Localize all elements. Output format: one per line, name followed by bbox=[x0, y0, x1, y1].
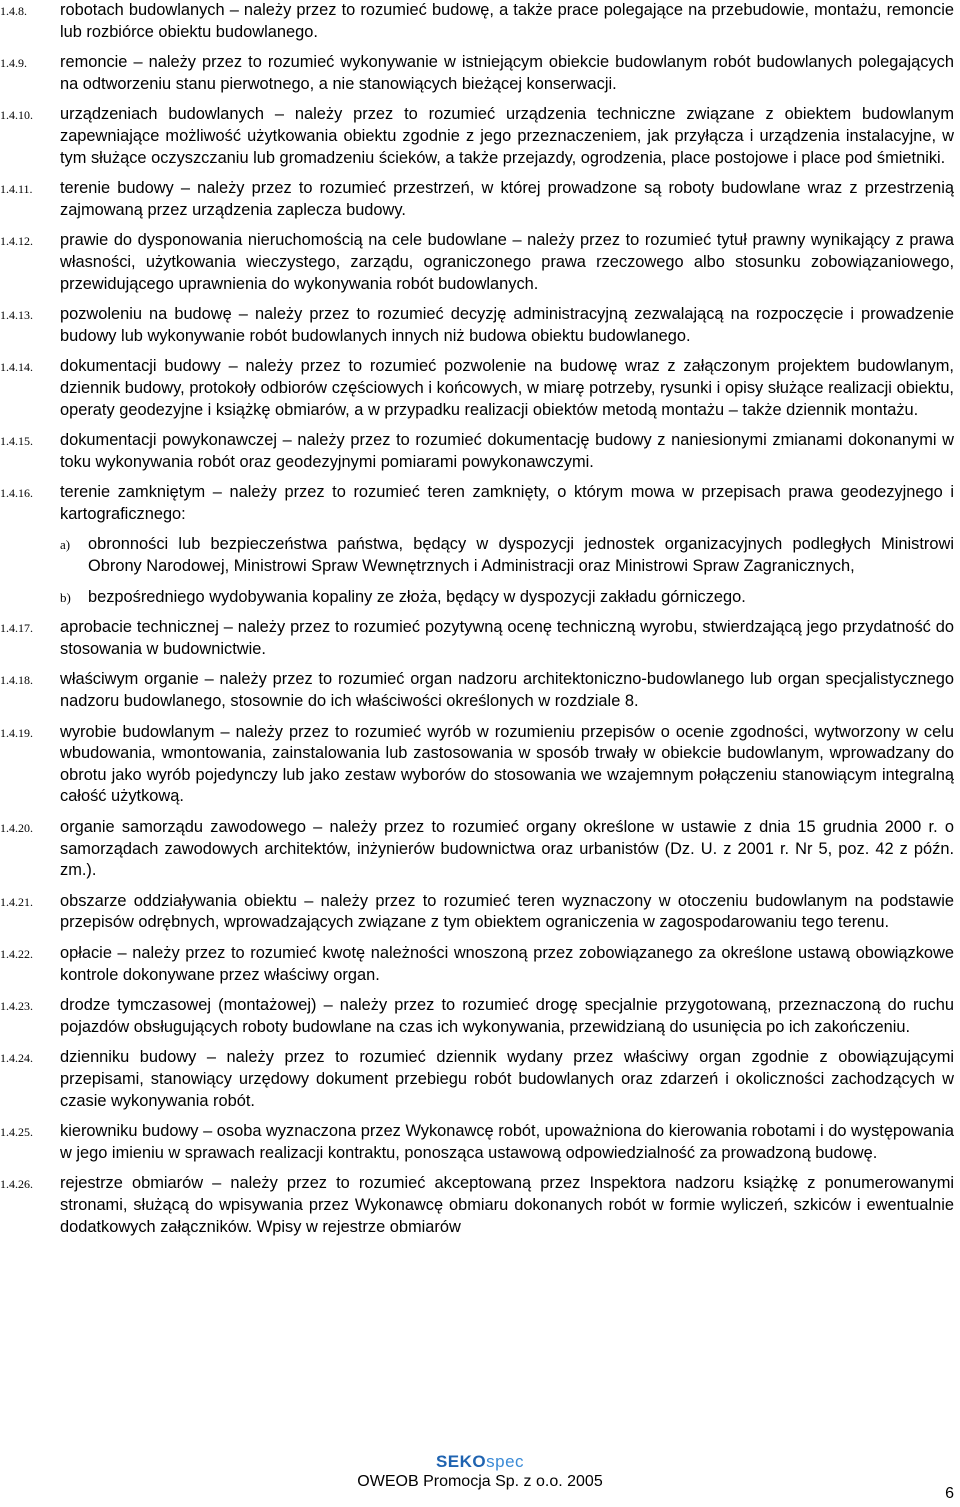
sublist-label: b) bbox=[60, 589, 71, 605]
definition-number: 1.4.20. bbox=[0, 821, 33, 835]
definition-number: 1.4.25. bbox=[0, 1125, 33, 1140]
definition-item bbox=[0, 430, 960, 473]
definition-number: 1.4.18. bbox=[0, 673, 33, 688]
footer-text: OWEOB Promocja Sp. z o.o. 2005 bbox=[357, 1473, 603, 1490]
definition-item bbox=[0, 1047, 960, 1112]
sublist-item bbox=[60, 587, 954, 609]
definition-number: 1.4.17. bbox=[0, 621, 33, 636]
definition-item bbox=[0, 0, 960, 43]
definition-text: organie samorządu zawodowego – należy przez to rozumieć organy określone w ustawie z dnia 15 grudnia 2000 r. o samorządach zawodowych architektów, inżynierów budownictwa oraz urbanistów (Dz. U. z 2001 r. Nr 5, poz. 42 z późn. zm.). bbox=[60, 818, 954, 880]
definition-number: 1.4.22. bbox=[0, 946, 33, 961]
definition-item bbox=[0, 52, 960, 95]
definition-text: terenie zamkniętym – należy przez to rozumieć teren zamknięty, o którym mowa w przepisach prawa geodezyjnego i kartograficznego: bbox=[60, 483, 954, 523]
definition-number: 1.4.10. bbox=[0, 108, 33, 123]
definition-text: obszarze oddziaływania obiektu – należy przez to rozumieć teren wyznaczony w otoczeniu budowlanym na podstawie przepisów odrębnych, wprowadzających związane z tym obiektem ograniczenia w zagospodarowaniu tego terenu. bbox=[60, 891, 954, 932]
definition-item bbox=[0, 482, 960, 608]
definition-text: drodze tymczasowej (montażowej) – należy przez to rozumieć drogę specjalnie przygotowaną, przeznaczoną do ruchu pojazdów obsługujących roboty budowlane na czas ich wykonywania, przewidzianą do usunięcia po ich zakończeniu. bbox=[60, 996, 954, 1036]
definition-number: 1.4.19. bbox=[0, 725, 33, 740]
page-number: 6 bbox=[945, 1485, 954, 1502]
definition-number: 1.4.21. bbox=[0, 894, 33, 909]
definition-text: pozwoleniu na budowę – należy przez to rozumieć decyzję administracyjną zezwalającą na rozpoczęcie i prowadzenie budowy lub wykonywanie robót budowlanych innych niż budowa obiektu budowlanego. bbox=[60, 305, 954, 345]
definition-item bbox=[0, 617, 960, 660]
definition-item bbox=[0, 722, 960, 808]
sekospec-logo bbox=[0, 1452, 960, 1472]
definition-number: 1.4.23. bbox=[0, 999, 33, 1014]
definition-item bbox=[0, 104, 960, 169]
definition-number: 1.4.16. bbox=[0, 486, 33, 501]
definition-text: prawie do dysponowania nieruchomością na cele budowlane – należy przez to rozumieć tytuł prawny wynikający z prawa własności, użytkowania wieczystego, zarządu, ograniczonego prawa rzeczowego albo stosunku zobowiązaniowego, przewidującego uprawnienia do wykonywania robót budowlanych. bbox=[60, 231, 954, 293]
definition-number: 1.4.8. bbox=[0, 4, 27, 18]
definition-number: 1.4.15. bbox=[0, 434, 33, 449]
definition-text: remoncie – należy przez to rozumieć wykonywanie w istniejącym obiekcie budowlanym robót budowlanych polegających na odtworzeniu stanu pierwotnego, a nie stanowiących bieżącej konserwacji. bbox=[60, 53, 954, 93]
page-footer bbox=[0, 1452, 960, 1492]
definition-item bbox=[0, 304, 960, 347]
definition-item bbox=[0, 943, 960, 986]
logo-part-2: spec bbox=[486, 1452, 525, 1471]
definition-text: kierowniku budowy – osoba wyznaczona przez Wykonawcę robót, upoważniona do kierowania robotami i do występowania w jego imieniu w sprawach realizacji kontraktu, ponosząca ustawową odpowiedzialność za prowadzoną budowę. bbox=[60, 1122, 954, 1162]
sublist-label: a) bbox=[60, 537, 71, 553]
definition-text: dzienniku budowy – należy przez to rozumieć dziennik wydany przez właściwy organ zgodnie z obowiązującymi przepisami, stanowiący urzędowy dokument przebiegu robót budowlanych oraz zdarzeń i okoliczności zachodzących w czasie wykonywania robót. bbox=[60, 1048, 954, 1110]
definition-number: 1.4.9. bbox=[0, 56, 27, 71]
definition-number: 1.4.26. bbox=[0, 1177, 33, 1192]
definition-text: dokumentacji budowy – należy przez to rozumieć pozwolenie na budowę wraz z załączonym projektem budowlanym, dziennik budowy, protokoły odbiorów częściowych i końcowych, w miarę potrzeby, rysunki i opisy służące realizacji obiektu, operaty geodezyjne i książkę obmiarów, a w przypadku realizacji obiektów metodą montażu – także dziennik montażu. bbox=[60, 357, 954, 419]
definition-sublist bbox=[60, 534, 954, 608]
definition-text: aprobacie technicznej – należy przez to rozumieć pozytywną ocenę techniczną wyrobu, stwierdzającą jego przydatność do stosowania w budownictwie. bbox=[60, 618, 954, 658]
definition-item bbox=[0, 891, 960, 934]
definition-item bbox=[0, 1121, 960, 1164]
definition-text: terenie budowy – należy przez to rozumieć przestrzeń, w której prowadzone są roboty budowlane wraz z przestrzenią zajmowaną przez urządzenia zaplecza budowy. bbox=[60, 179, 954, 219]
definition-number: 1.4.11. bbox=[0, 182, 33, 197]
sublist-item bbox=[60, 534, 954, 577]
definition-text: opłacie – należy przez to rozumieć kwotę należności wnoszoną przez zobowiązanego za określone ustawą obowiązkowe kontrole dokonywane przez właściwy organ. bbox=[60, 943, 954, 984]
definition-text: dokumentacji powykonawczej – należy przez to rozumieć dokumentację budowy z naniesionymi zmianami dokonanymi w toku wykonywania robót oraz geodezyjnymi pomiarami powykonawczymi. bbox=[60, 431, 954, 471]
definition-number: 1.4.12. bbox=[0, 234, 33, 249]
definition-text: wyrobie budowlanym – należy przez to rozumieć wyrób w rozumieniu przepisów o ocenie zgodności, wytworzony w celu wbudowania, wmontowania, zainstalowania lub zastosowania w sposób trwały w obiekcie budowlanym, wprowadzany do obrotu jako wyrób pojedynczy lub jako zestaw wyborów do stosowania we wzajemnym połączeniu stanowiącym integralną całość użytkową. bbox=[60, 722, 954, 806]
definition-item bbox=[0, 178, 960, 221]
logo-part-1: SEKO bbox=[435, 1452, 487, 1471]
definition-text: urządzeniach budowlanych – należy przez to rozumieć urządzenia techniczne związane z obiektem budowlanym zapewniające możliwość użytkowania obiektu zgodnie z jego przeznaczeniem, jak przyłącza i urządzenia instalacyjne, w tym służące oczyszczaniu lub gromadzeniu ścieków, a także przejazdy, ogrodzenia, place postojowe i place pod śmietniki. bbox=[60, 105, 954, 167]
definition-item bbox=[0, 669, 960, 712]
definition-item bbox=[0, 817, 960, 882]
definition-item bbox=[0, 356, 960, 421]
sublist-text: bezpośredniego wydobywania kopaliny ze złoża, będący w dyspozycji zakładu górniczego. bbox=[88, 587, 746, 606]
definition-item bbox=[0, 1173, 960, 1238]
definition-text: rejestrze obmiarów – należy przez to rozumieć akceptowaną przez Inspektora nadzoru książkę z ponumerowanymi stronami, służącą do wpisywania przez Wykonawcę obmiaru dokonanych robót w formie wyliczeń, szkiców i ewentualnie dodatkowych załączników. Wpisy w rejestrze obmiarów bbox=[60, 1174, 954, 1236]
sublist-text: obronności lub bezpieczeństwa państwa, będący w dyspozycji jednostek organizacyjnych podległych Ministrowi Obrony Narodowej, Ministrowi Spraw Wewnętrznych i Administracji oraz Ministrowi Spraw Zagranicznych, bbox=[88, 535, 954, 576]
definition-item bbox=[0, 995, 960, 1038]
definition-number: 1.4.24. bbox=[0, 1051, 33, 1066]
definition-number: 1.4.14. bbox=[0, 360, 33, 375]
definition-text: robotach budowlanych – należy przez to rozumieć budowę, a także prace polegające na przebudowie, montażu, remoncie lub rozbiórce obiektu budowlanego. bbox=[60, 1, 954, 41]
definition-number: 1.4.13. bbox=[0, 308, 33, 323]
definition-text: właściwym organie – należy przez to rozumieć organ nadzoru architektoniczno-budowlanego lub organ specjalistycznego nadzoru budowlanego, stosownie do ich właściwości określonych w rozdziale 8. bbox=[60, 670, 954, 711]
definition-item bbox=[0, 230, 960, 295]
